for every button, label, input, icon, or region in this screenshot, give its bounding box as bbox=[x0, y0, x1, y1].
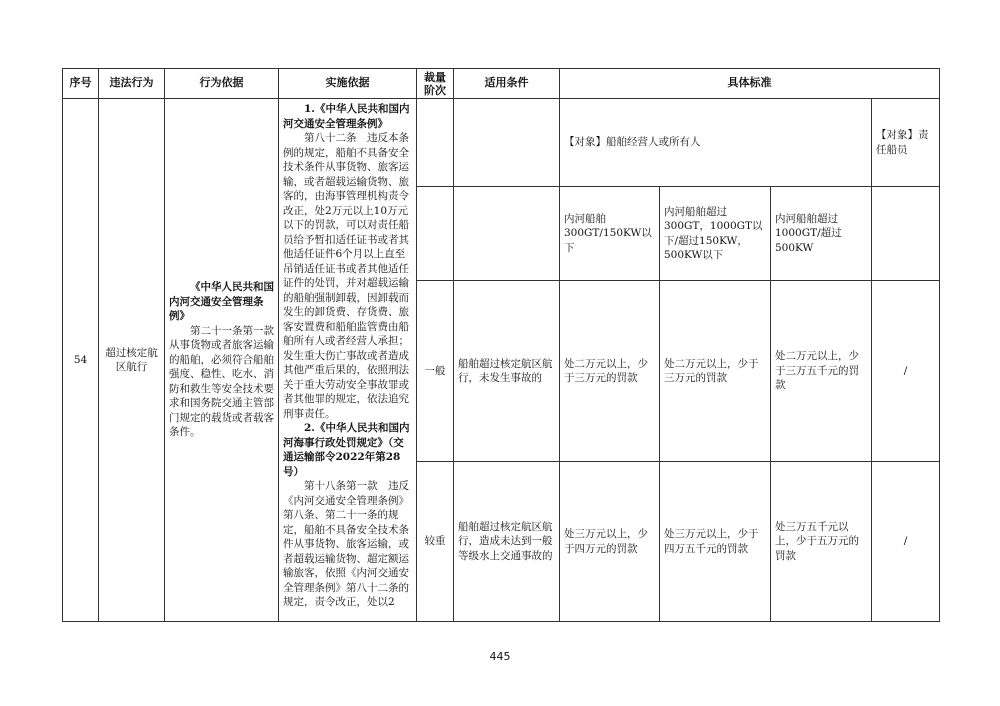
header-conditions: 适用条件 bbox=[454, 69, 560, 99]
standard-medium: 处三万元以上，少于四万五千元的罚款 bbox=[660, 462, 771, 622]
impl-basis-title-1: 1.《中华人民共和国内河交通安全管理条例》 bbox=[283, 103, 410, 130]
header-row bbox=[63, 69, 940, 99]
level-label: 较重 bbox=[417, 462, 454, 622]
size-level-empty bbox=[417, 187, 454, 281]
header-seq: 序号 bbox=[63, 69, 99, 99]
impl-basis-body-1: 第八十二条 违反本条例的规定，船舶不具备安全技术条件从事货物、旅客运输，或者超载运输货物、旅客的，由海事管理机构责令改正，处2万元以上10万元以下的罚款，可以对责任船员给予暂扣适任证书或者其他适任证件6个月以上直至吊销适任证书或者其他适任证件的处罚，并对超载运输的船舶强制卸载，因卸载而发生的卸货费、存货费、旅客安置费和船舶监管费由船舶所有人或者经营人承担；发生重大伤亡事故或者造成其他严重后果的，依照刑法关于重大劳动安全事故罪或者其他罪的规定，依法追究刑事责任。 bbox=[283, 132, 409, 420]
object-condition-empty bbox=[454, 99, 560, 187]
implementation-basis-cell bbox=[279, 99, 417, 622]
header-level: 裁量 阶次 bbox=[417, 69, 454, 99]
header-implementation-basis: 实施依据 bbox=[279, 69, 417, 99]
standard-large: 处三万五千元以上，少于五万元的罚款 bbox=[771, 462, 872, 622]
seq-cell: 54 bbox=[63, 99, 99, 622]
size-medium: 内河船舶超过300GT，1000GT以下/超过150KW，500KW以下 bbox=[660, 187, 771, 281]
object-level-empty bbox=[417, 99, 454, 187]
object-owner: 【对象】船舶经营人或所有人 bbox=[560, 99, 872, 187]
size-small: 内河船舶300GT/150KW以下 bbox=[560, 187, 660, 281]
size-condition-empty bbox=[454, 187, 560, 281]
header-behavior-basis: 行为依据 bbox=[165, 69, 279, 99]
standard-small: 处二万元以上，少于三万元的罚款 bbox=[560, 281, 660, 462]
standard-crew: / bbox=[872, 462, 940, 622]
level-label: 一般 bbox=[417, 281, 454, 462]
standard-small: 处三万元以上，少于四万元的罚款 bbox=[560, 462, 660, 622]
size-large: 内河船舶超过1000GT/超过500KW bbox=[771, 187, 872, 281]
behavior-basis-body: 第二十一条第一款 从事货物或者旅客运输的船舶，必须符合船舶强度、稳性、吃水、消防和救生等安全技术要求和国务院交通主管部门规定的载货或者载客条件。 bbox=[169, 324, 285, 439]
header-standards: 具体标准 bbox=[560, 69, 940, 99]
page-number: 445 bbox=[489, 650, 511, 663]
header-violation: 违法行为 bbox=[99, 69, 165, 99]
object-crew: 【对象】责任船员 bbox=[872, 99, 940, 187]
standard-medium: 处二万元以上，少于三万元的罚款 bbox=[660, 281, 771, 462]
level-condition: 船舶超过核定航区航行，未发生事故的 bbox=[454, 281, 560, 462]
violation-cell: 超过核定航区航行 bbox=[99, 99, 165, 622]
impl-basis-body-2: 第十八条第一款 违反《内河交通安全管理条例》第八条、第二十一条的规定，船舶不具备安全技术条件从事货物、旅客运输，或者超载运输货物、超定额运输旅客，依照《内河交通安全管理条例》第八十二条的规定，责令改正，处以2 bbox=[283, 480, 409, 608]
level-condition: 船舶超过核定航区航行，造成未达到一般等级水上交通事故的 bbox=[454, 462, 560, 622]
penalty-standard-table bbox=[62, 68, 940, 622]
behavior-basis-title: 《中华人民共和国内河交通安全管理条例》 bbox=[169, 281, 274, 323]
impl-basis-title-2: 2.《中华人民共和国内河海事行政处罚规定》（交通运输部令2022年第28号） bbox=[283, 422, 410, 478]
size-crew-empty bbox=[872, 187, 940, 281]
behavior-basis-cell bbox=[165, 99, 285, 622]
standard-large: 处二万元以上，少于三万五千元的罚款 bbox=[771, 281, 872, 462]
object-row bbox=[63, 99, 940, 187]
standard-crew: / bbox=[872, 281, 940, 462]
